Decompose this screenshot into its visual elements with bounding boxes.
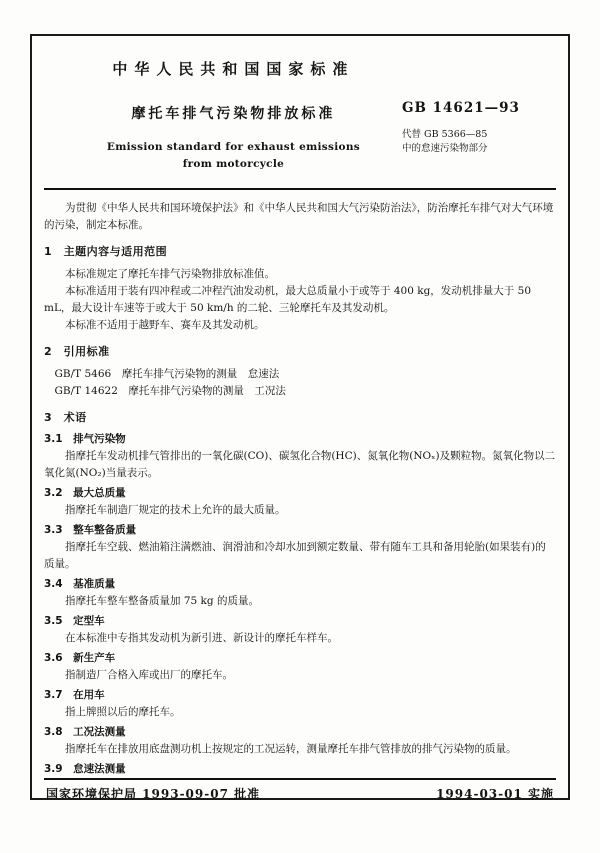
- reference-item-1: GB/T 5466 摩托车排气污染物的测量 怠速法: [54, 367, 280, 380]
- term-heading: 3.9 怠速法测量: [44, 763, 126, 776]
- intro-paragraph: 为贯彻《中华人民共和国环境保护法》和《中华人民共和国大气污染防治法》，防治摩托车排气对大气环境的污染，制定本标准。: [44, 202, 554, 231]
- replaces-line2: 中的怠速污染物部分: [402, 143, 488, 155]
- title-english-line1: Emission standard for exhaust emissions: [106, 141, 360, 153]
- term-3-5: [44, 613, 556, 647]
- section1-paragraph-2: 本标准适用于装有四冲程或二冲程汽油发动机，最大总质量小于或等于 400 kg，发动机排量大于 50 mL，最大设计车速等于或大于 50 km/h 的二轮、三轮摩托车及其发动机。: [44, 284, 531, 314]
- term-body: 指上牌照以后的摩托车。: [65, 706, 181, 719]
- document-body: [44, 200, 556, 778]
- section1-title: 1 主题内容与适用范围: [44, 245, 168, 258]
- term-3-1: [44, 431, 556, 482]
- term-3-6: [44, 650, 556, 684]
- replaces-note: [402, 128, 552, 157]
- term-heading: 3.7 在用车: [44, 689, 105, 702]
- term-heading: 3.2 最大总质量: [44, 487, 126, 500]
- term-body: 指摩托车在排放用底盘测功机上按规定的工况运转，测量摩托车排气管排放的排气污染物的质量。: [65, 743, 517, 756]
- term-body: 指制造厂合格入库或出厂的摩托车。: [65, 669, 233, 682]
- term-body: 指摩托车制造厂规定的技术上允许的最大质量。: [65, 504, 286, 517]
- term-body: 指摩托车整车整备质量加 75 kg 的质量。: [65, 595, 259, 608]
- term-heading: 3.6 新生产车: [44, 652, 116, 665]
- section2-title: 2 引用标准: [44, 344, 110, 358]
- term-3-7: [44, 687, 556, 721]
- document-header: [44, 48, 556, 186]
- term-3-3: [44, 522, 556, 573]
- reference-item-2: GB/T 14622 摩托车排气污染物的测量 工况法: [54, 384, 286, 397]
- document-title: 摩托车排气污染物排放标准: [131, 106, 336, 122]
- replaces-line1: 代替 GB 5366—85: [402, 129, 488, 140]
- term-3-4: [44, 576, 556, 610]
- page-frame: [30, 34, 570, 800]
- term-body: 指摩托车空载、燃油箱注满燃油、润滑油和冷却水加到额定数量、带有随车工具和备用轮胎(如果装有)的质量。: [44, 541, 546, 571]
- standard-code: GB 14621—93: [402, 100, 520, 116]
- term-heading: 3.1 排气污染物: [44, 433, 126, 446]
- term-heading: 3.8 工况法测量: [44, 726, 126, 739]
- term-heading: 3.5 定型车: [44, 615, 105, 628]
- standard-type-label: 中华人民共和国国家标准: [112, 60, 355, 78]
- title-english-line2: from motorcycle: [182, 157, 285, 170]
- term-heading: 3.3 整车整备质量: [44, 524, 137, 537]
- term-body: 在本标准中专指其发动机为新引进、新设计的摩托车样车。: [65, 632, 338, 645]
- term-3-9: [44, 761, 556, 778]
- header-divider: [44, 188, 556, 190]
- document-footer: [44, 778, 556, 804]
- term-body: 指摩托车发动机排气管排出的一氧化碳(CO)、碳氢化合物(HC)、氮氧化物(NOₓ)及颗粒物。氮氧化物以二氧化氮(NO₂)当量表示。: [44, 450, 556, 480]
- section3-title: 3 术语: [44, 410, 87, 424]
- approval-note: 国家环境保护局 1993-09-07 批准: [46, 787, 261, 802]
- implementation-note: 1994-03-01 实施: [436, 787, 554, 802]
- term-3-8: [44, 724, 556, 758]
- section1-paragraph-1: 本标准规定了摩托车排气污染物排放标准值。: [65, 267, 275, 280]
- header-right-block: [402, 100, 552, 157]
- term-heading: 3.4 基准质量: [44, 578, 116, 591]
- section1-paragraph-3: 本标准不适用于越野车、赛车及其发动机。: [65, 318, 265, 331]
- header-center-block: [44, 58, 423, 173]
- term-3-2: [44, 485, 556, 519]
- document-title-english: [44, 139, 423, 173]
